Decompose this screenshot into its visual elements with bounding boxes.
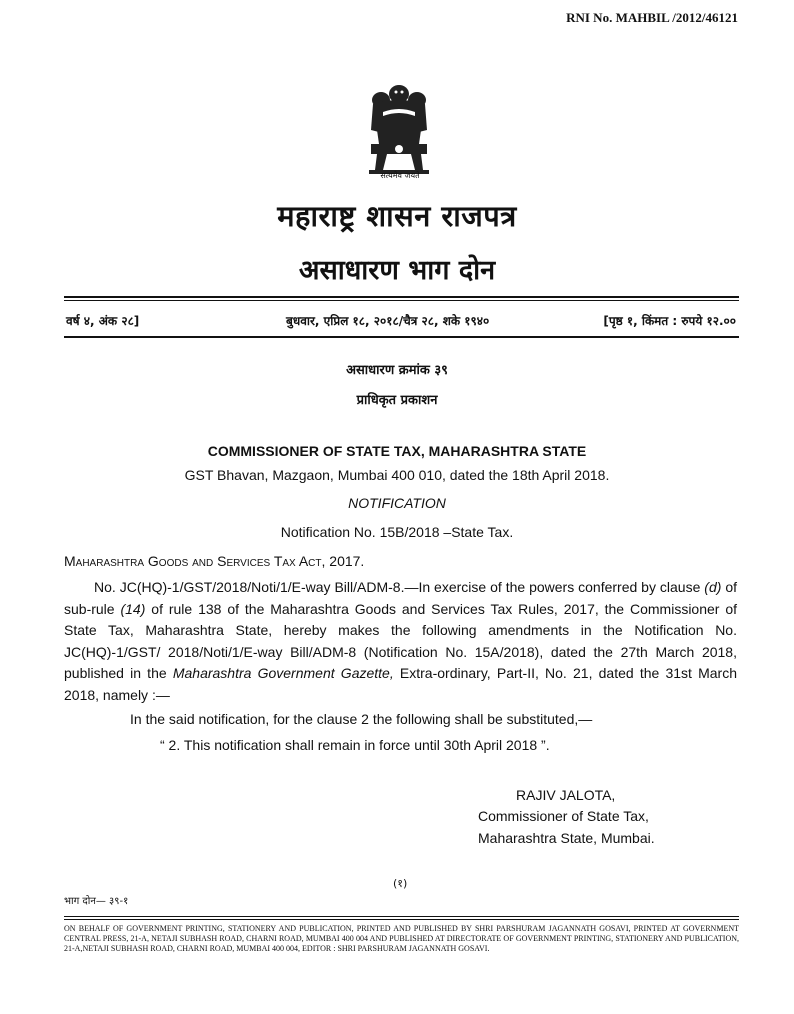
emblem-motto: सत्यमेव जयते [380, 171, 420, 180]
signatory-name: RAJIV JALOTA, [516, 787, 616, 803]
volume-issue: वर्ष ४, अंक २८] [66, 314, 140, 328]
amendment-text: “ 2. This notification shall remain in force until 30th April 2018 ”. [160, 737, 550, 753]
notification-body [64, 577, 737, 706]
footer-rule [64, 916, 739, 917]
notification-number: Notification No. 15B/2018 –State Tax. [280, 524, 514, 540]
printer-imprint: ON BEHALF OF GOVERNMENT PRINTING, STATIONERY AND PUBLICATION, PRINTED AND PUBLISHED BY SHRI PARSHURAM JAGANNATH GOSAVI, PRINTED AT GOVERNMENT CENTRAL PRESS, 21-A, NETAJI SUBHASH ROAD, CHARNI ROAD, MUMBAI 400 004 AND PUBLISHED AT DIRECTORATE OF GOVERNMENT PRINTING, STATIONERY AND PUBLICATION, 21-A,NETAJI SUBHASH ROAD, CHARNI ROAD, MUMBAI 400 004, EDITOR : SHRI PARSHURAM JAGANNATH GOSAVI. [64, 924, 739, 953]
body-subrule: (14) [120, 600, 146, 617]
body-gazette-name: Maharashtra Government Gazette, [172, 665, 394, 681]
footer-rule-thin [64, 919, 739, 920]
body-text-2: of sub-rule [64, 579, 737, 617]
notification-label: NOTIFICATION [348, 495, 446, 511]
issuer-heading: COMMISSIONER OF STATE TAX, MAHARASHTRA STATE [207, 443, 587, 459]
page-number: (१) [393, 877, 408, 890]
masthead-bottom-rule [64, 336, 739, 338]
signatory-place: Maharashtra State, Mumbai. [478, 830, 655, 846]
rni-number: RNI No. MAHBIL /2012/46121 [566, 10, 738, 25]
page-price: [पृष्ठ १, किंमत : रुपये १२.०० [603, 314, 736, 328]
part-reference: भाग दोन— ३९-१ [64, 896, 129, 907]
body-clause: (d) [704, 579, 722, 595]
signatory-designation: Commissioner of State Tax, [478, 808, 649, 824]
issue-date: बुधवार, एप्रिल १८, २०१८/चैत्र २८, शके १९४० [286, 314, 490, 328]
body-text-3: of rule 138 of the Maharashtra Goods and Services Tax Rules, 2017, the Commissioner of State Tax, Maharashtra State, hereby makes the following amendments in the Notification No. JC(HQ)-1/GST/ 2018/Noti/1/E-way Bill/ADM-8 (Notification No. 15A/2018), dated the 27th March 2018, published in the [64, 600, 738, 681]
issuer-address: GST Bhavan, Mazgaon, Mumbai 400 010, dated the 18th April 2018. [184, 467, 610, 483]
amendment-intro: In the said notification, for the clause 2 the following shall be substituted,— [130, 711, 593, 727]
body-text-1: No. JC(HQ)-1/GST/2018/Noti/1/E-way Bill/ADM-8.—In exercise of the powers conferred by clause [94, 579, 705, 595]
extraordinary-number: असाधारण क्रमांक ३९ [346, 363, 448, 378]
body-text-4: Extra-ordinary, Part-II, No. 21, dated the 31st March 2018, namely :— [64, 665, 738, 703]
masthead-top-rule-thin [64, 300, 739, 301]
national-emblem-icon [357, 78, 441, 182]
act-title: Maharashtra Goods and Services Tax Act, 2017. [64, 553, 365, 569]
gazette-title: महाराष्ट्र शासन राजपत्र [277, 199, 517, 233]
masthead-top-rule [64, 296, 739, 298]
gazette-subtitle: असाधारण भाग दोन [298, 255, 496, 286]
authority-line: प्राधिकृत प्रकाशन [356, 393, 438, 408]
